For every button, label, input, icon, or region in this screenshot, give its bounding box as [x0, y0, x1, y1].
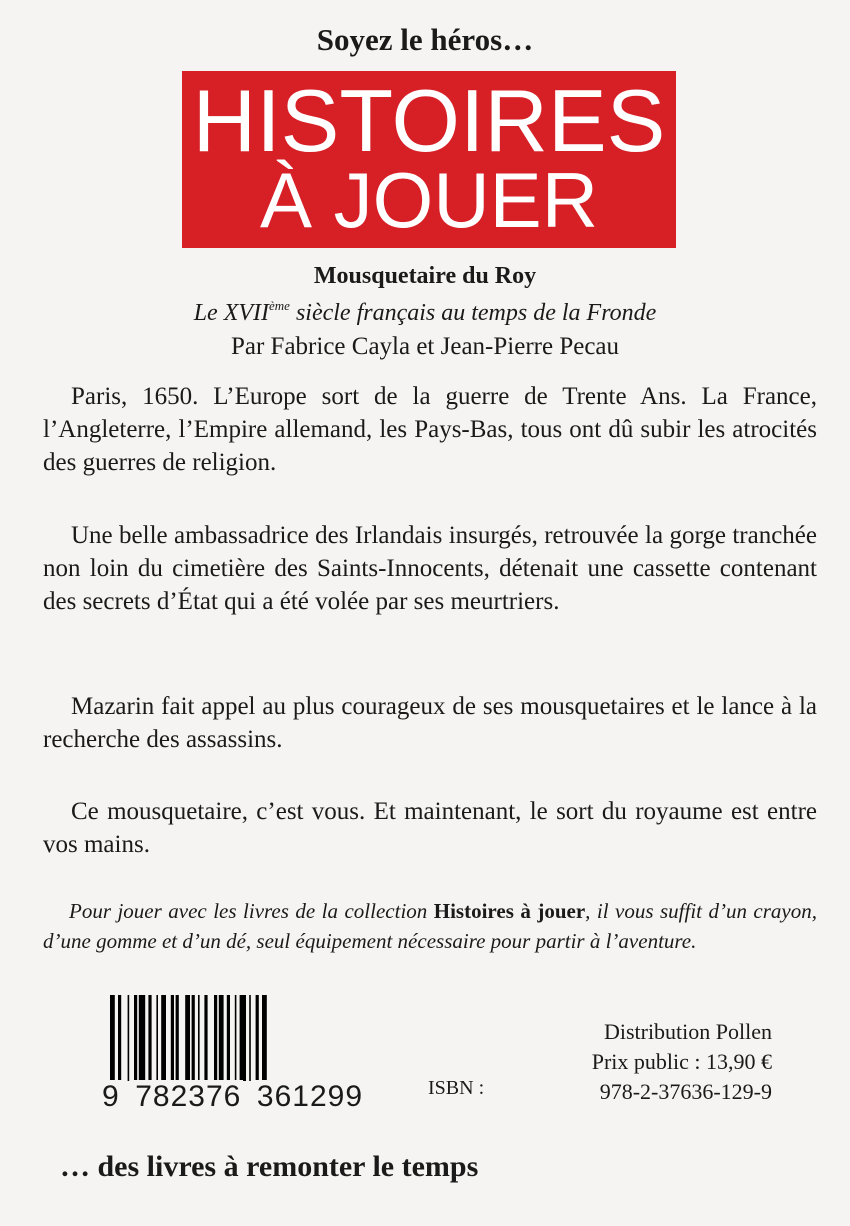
barcode-bar — [204, 995, 207, 1081]
blurb-paragraph: Mazarin fait appel au plus courageux de ses mousquetaires et le lance à la recherche des assassins. — [43, 693, 817, 753]
blurb-paragraph: Une belle ambassadrice des Irlandais insurgés, retrouvée la gorge tranchée non loin du cimetière des Saints-Innocents, détenait une cassette contenant des secrets d’État qui a été volée par ses meurtriers. — [43, 522, 817, 615]
barcode-bar — [214, 995, 217, 1081]
note-rest: , il vous suffit d’un crayon, d’une gomme et d’un dé, seul équipement nécessaire pour partir à l’aventure. — [43, 899, 818, 953]
barcode-bars — [100, 995, 365, 1090]
subtitle-superscript: ème — [269, 298, 290, 313]
barcode-bar — [134, 995, 137, 1081]
barcode-bar — [198, 995, 200, 1081]
distribution-info — [540, 1017, 772, 1107]
blurb-paragraph: Ce mousquetaire, c’est vous. Et maintenant, le sort du royaume est entre vos mains. — [43, 798, 817, 858]
book-subtitle — [0, 298, 850, 327]
collection-logo — [182, 71, 676, 248]
distributor-name: Distribution Pollen — [603, 1019, 772, 1044]
collection-note — [43, 896, 817, 956]
barcode-bar — [192, 995, 195, 1081]
barcode-bar — [118, 995, 121, 1090]
barcode-bar — [219, 995, 224, 1081]
barcode-digits — [100, 1080, 365, 1114]
barcode-group-1: 782376 — [135, 1080, 242, 1113]
isbn-barcode — [100, 995, 365, 1113]
isbn-label: ISBN : — [428, 1077, 485, 1099]
bottom-tagline: … des livres à remonter le temps — [60, 1150, 479, 1183]
blurb-paragraph: Paris, 1650. L’Europe sort de la guerre de Trente Ans. La France, l’Angleterre, l’Empire allemand, les Pays-Bas, tous ont dû subir les atrocités des guerres de religion. — [43, 383, 817, 476]
barcode-bar — [139, 995, 145, 1081]
barcode-bar — [171, 995, 174, 1081]
book-title: Mousquetaire du Roy — [313, 263, 537, 289]
barcode-bar — [161, 995, 166, 1081]
barcode-bar — [240, 995, 246, 1081]
barcode-bar — [256, 995, 259, 1081]
barcode-group-2: 361299 — [256, 1080, 363, 1113]
barcode-bar — [227, 995, 230, 1081]
barcode-bar — [110, 995, 115, 1090]
barcode-bar — [249, 995, 251, 1081]
isbn-number: 978-2-37636-129-9 — [599, 1079, 772, 1104]
book-authors: Par Fabrice Cayla et Jean-Pierre Pecau — [230, 333, 620, 360]
barcode-bar — [262, 995, 267, 1090]
note-collection-name: Histoires à jouer — [433, 899, 586, 923]
logo-line-a-jouer: À JOUER — [259, 156, 599, 244]
barcode-bar — [235, 995, 237, 1081]
barcode-bar — [185, 995, 190, 1081]
subtitle-century: Le XVII — [193, 300, 269, 326]
public-price: Prix public : 13,90 € — [591, 1049, 772, 1074]
barcode-bar — [176, 995, 179, 1081]
barcode-bar — [128, 995, 130, 1081]
logo-line-histoires: HISTOIRES — [192, 71, 666, 170]
note-intro: Pour jouer avec les livres de la collection — [69, 899, 434, 923]
top-tagline: Soyez le héros… — [316, 22, 534, 57]
barcode-bar — [156, 995, 158, 1081]
subtitle-rest: siècle français au temps de la Fronde — [289, 300, 657, 326]
barcode-bar — [148, 995, 151, 1081]
barcode-digit-first: 9 — [102, 1080, 120, 1113]
